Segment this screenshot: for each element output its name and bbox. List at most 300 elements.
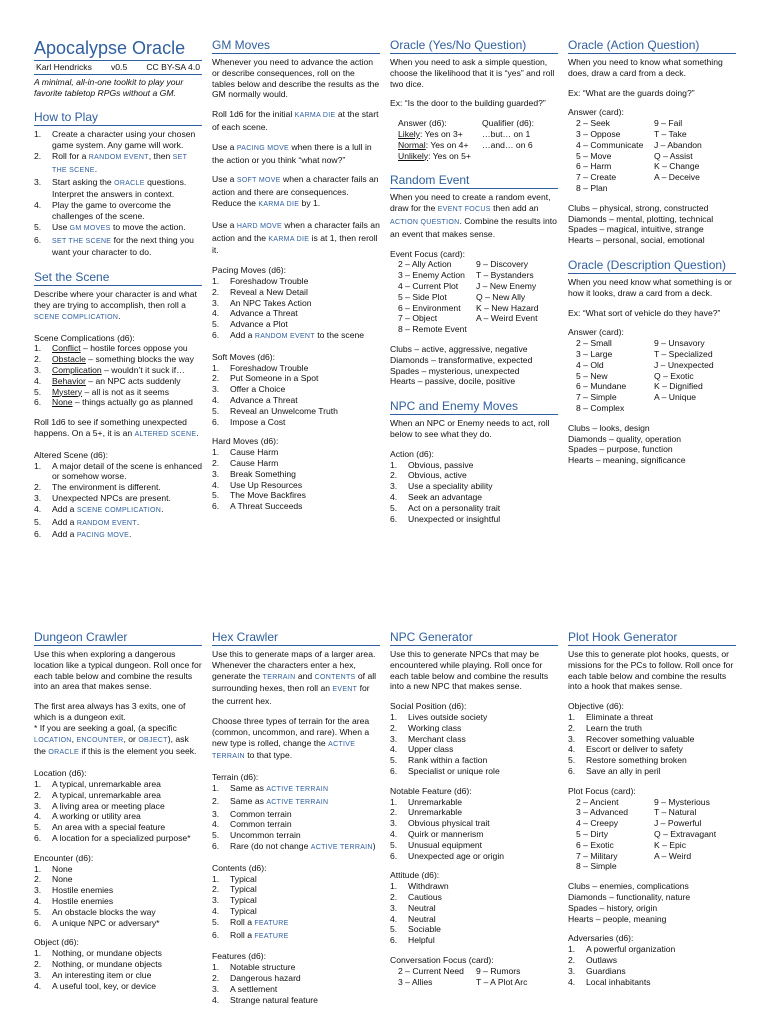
list-item [390,924,558,935]
item-number: 6. [212,840,220,851]
list-item [212,384,380,395]
text-run: Ex: “What sort of vehicle do they have?” [568,307,721,318]
qualifier-row: …but… on 1 [482,128,531,139]
text-run: Hostile enemies [52,885,114,896]
card-row: 3 – Advanced [576,807,629,818]
text-run: Hostile enemies [52,895,114,906]
item-number: 6. [34,832,42,843]
text-run: Roll a [230,929,255,940]
item-number: 2. [212,795,220,806]
list-item [34,482,202,493]
list-item [212,417,380,428]
item-text [230,447,380,458]
text-run: Nothing, or mundane objects [52,948,162,959]
item-text [52,981,202,992]
list-item [34,129,202,151]
card-row: 2 – Seek [576,118,610,129]
card-row: 8 – Remote Event [398,324,467,335]
numbered-list [568,944,736,987]
text-run: Save an ally in peril [586,765,661,776]
text-run: Cause Harm [230,447,279,458]
card-row: J – Unexpected [654,359,714,370]
item-text [230,384,380,395]
text-run: Use a [212,141,237,152]
section-heading: Oracle (Action Question) [568,38,736,54]
item-text [52,790,202,801]
item-number: 3. [568,733,576,744]
list-item [34,200,202,222]
item-number: 1. [568,944,576,955]
section-heading: Hex Crawler [212,630,380,646]
table-label: Social Position (d6): [390,701,467,712]
table-label: Features (d6): [212,951,266,962]
paragraph [212,649,380,707]
item-number: 5. [34,386,42,397]
item-text [586,723,736,734]
suit-line: Hearts – meaning, significance [568,455,686,466]
list-item [34,222,202,235]
card-row: A – Weird Event [476,313,538,324]
list-item [34,397,202,408]
text-run: A typical, unremarkable area [52,789,161,800]
item-number: 2. [34,789,42,800]
item-text [230,308,380,319]
text-run: Likely [398,128,420,139]
card-row: 3 – Enemy Action [398,270,465,281]
table-label: Answer (card): [568,327,624,338]
text-run: Use a [212,174,237,185]
paragraph [34,701,202,759]
numbered-list [212,962,380,1005]
keyword: ACTIVE TERRAIN [266,798,329,806]
text-run: The environment is different. [52,482,161,493]
text-run: – something blocks the way [85,354,194,365]
suit-line: Spades – magical, intuitive, strange [568,224,704,235]
list-item [212,930,380,943]
text-run: – an NPC acts suddenly [85,375,181,386]
numbered-list [212,447,380,512]
list-item [212,874,380,885]
table-label: Altered Scene (d6): [34,449,109,460]
list-item [568,712,736,723]
list-item [34,365,202,376]
list-item [34,790,202,801]
list-item [390,492,558,503]
text-run: Conflict [52,343,81,354]
item-number: 3. [390,818,398,829]
paragraph [390,418,558,440]
list-item [568,744,736,755]
text-run: Use this when exploring a dangerous location like a typical dungeon. Roll once for each table below and combine the results into an area that makes sense. [34,649,202,692]
item-number: 6. [390,935,398,946]
list-item [390,723,558,734]
item-number: 6. [212,501,220,512]
item-text [408,840,558,851]
item-number: 2. [212,457,220,468]
item-text [408,470,558,481]
card-row: K – Change [654,161,700,172]
item-number: 3. [212,808,220,819]
text-run: When you need to ask a simple question, choose the likelihood that it is “yes” and roll two dice. [390,57,555,89]
text-run: Quirk or mannerism [408,828,484,839]
suit-line: Clubs – active, aggressive, negative [390,343,528,354]
list-item [390,914,558,925]
item-text [408,924,558,935]
keyword: SCENE COMPLICATION [76,506,162,514]
text-run: When you need know what something is or how it looks, draw a card from a deck. [568,276,732,298]
doc-title: Apocalypse Oracle [34,38,186,58]
item-number: 4. [34,980,42,991]
text-run: : Yes on 4+ [425,139,469,150]
suit-line: Diamonds – transformative, expected [390,354,533,365]
list-item [212,841,380,854]
text-run: Strange natural feature [230,994,318,1005]
qualifier-column [482,118,558,161]
item-text [230,373,380,384]
text-run: None [52,874,73,885]
item-number: 4. [34,200,42,211]
text-run: Reveal an Unwelcome Truth [230,405,338,416]
text-run: Notable structure [230,962,296,973]
item-text [52,387,202,398]
item-text [408,892,558,903]
section-heading: Oracle (Yes/No Question) [390,38,558,54]
text-run: Unusual equipment [408,839,483,850]
list-item [390,807,558,818]
text-run: Sociable [408,924,441,935]
suit-line: Hearts – passive, docile, positive [390,376,516,387]
keyword: KARMA DIE [258,200,300,208]
section [568,38,736,246]
card-table [568,797,736,873]
card-row: A – Unique [654,392,697,403]
table-label: Objective (d6): [568,701,624,712]
list-item [212,276,380,287]
item-number: 5. [34,221,42,232]
item-number: 4. [212,479,220,490]
text-run: Impose a Cost [230,416,286,427]
text-run: Local inhabitants [586,976,651,987]
card-row: 4 – Creepy [576,818,619,829]
text-run: Foreshadow Trouble [230,362,309,373]
list-item [390,503,558,514]
item-text [408,881,558,892]
item-number: 4. [212,394,220,405]
card-row: J – Abandon [654,139,702,150]
keyword: SOFT MOVE [236,177,281,185]
keyword: FEATURE [254,932,289,940]
paragraph [212,174,380,210]
item-text [230,917,380,930]
item-number: 5. [212,405,220,416]
text-run: Seek an advantage [408,491,483,502]
table-label: Conversation Focus (card): [390,954,494,965]
item-text [586,734,736,745]
text-run: A location for a specialized purpose* [52,832,191,843]
item-text [52,504,202,517]
text-run: Dangerous hazard [230,972,301,983]
list-item [34,970,202,981]
item-number: 1. [34,778,42,789]
item-text [586,744,736,755]
list-item [34,833,202,844]
text-run: Specialist or unique role [408,765,500,776]
card-row: 6 – Mundane [576,381,627,392]
text-run: A living area or meeting place [52,800,165,811]
text-run: Restore something broken [586,755,687,766]
list-item [212,287,380,298]
item-number: 1. [212,362,220,373]
item-text [52,779,202,790]
text-run: Reveal a New Detail [230,286,308,297]
section [34,110,202,258]
list-item [212,917,380,930]
section-heading: How to Play [34,110,202,126]
paragraph [212,716,380,763]
text-run: Guardians [586,965,626,976]
keyword: HARD MOVE [236,222,282,230]
card-row: 3 – Large [576,348,613,359]
card-row: 6 – Environment [398,302,461,313]
item-text [408,818,558,829]
section [212,630,380,1005]
list-item [390,903,558,914]
list-item [212,906,380,917]
text-run: Typical [230,884,257,895]
item-text [52,482,202,493]
item-number: 6. [212,416,220,427]
text-run: Escort or deliver to safety [586,744,683,755]
text-run: Act on a personality trait [408,502,501,513]
item-number: 5. [212,319,220,330]
item-number: 5. [212,916,220,927]
list-item [212,458,380,469]
text-run: Complication [52,364,102,375]
item-number: 2. [212,286,220,297]
item-text [408,766,558,777]
item-text [230,276,380,287]
keyword: SCENE COMPLICATION [34,313,119,321]
item-text [230,995,380,1006]
item-number: 1. [568,711,576,722]
card-row: 5 – Side Plot [398,291,447,302]
text-run: Whenever you need to advance the action or describe consequences, roll on the tables below and describe the results as the GM normally would. [212,57,380,100]
text-run: Play the game to overcome the challenges of the scene. [52,200,171,221]
text-run: – things actually go as planned [72,397,193,408]
paragraph [568,57,736,79]
item-text [408,797,558,808]
numbered-list [390,460,558,525]
keyword: ACTIVE TERRAIN [310,843,373,851]
list-item [34,354,202,365]
text-run: , then [148,150,173,161]
item-number: 2. [34,150,42,161]
item-number: 1. [390,459,398,470]
item-number: 5. [390,839,398,850]
column [390,38,558,536]
table-label: Attitude (d6): [390,870,440,881]
numbered-list [34,461,202,543]
item-text [230,469,380,480]
paragraph [212,57,380,100]
section [34,630,202,991]
text-run: Same as [230,795,267,806]
keyword: ACTIVE TERRAIN [266,785,329,793]
suit-line: Hearts – personal, social, emotional [568,235,705,246]
text-run: An interesting item or clue [52,969,152,980]
suit-line: Diamonds – mental, plotting, technical [568,213,714,224]
item-text [230,406,380,417]
text-run: Neutral [408,913,436,924]
item-text [230,874,380,885]
table-label: Plot Focus (card): [568,785,636,796]
text-run: An area with a special feature [52,822,166,833]
item-text [230,287,380,298]
text-run: Upper class [408,744,454,755]
item-number: 3. [212,297,220,308]
item-text [52,151,202,177]
card-row: 2 – Current Need [398,965,464,976]
keyword: LOCATION [34,736,72,744]
text-run: questions. Interpret the answers in context. [52,176,187,200]
item-number: 1. [212,275,220,286]
text-run: Eliminate a threat [586,711,653,722]
list-item [34,948,202,959]
card-row: J – Powerful [654,818,702,829]
list-item [34,376,202,387]
list-item [390,734,558,745]
item-text [408,935,558,946]
paragraph [212,142,380,166]
paragraph [212,220,380,256]
text-run: Unexpected or insightful [408,513,501,524]
text-run: , or [123,733,139,744]
item-text [586,955,736,966]
keyword: PACING MOVE [76,532,130,540]
text-run: to that type. [244,750,293,761]
table-label: Scene Complications (d6): [34,332,135,343]
item-number: 2. [390,807,398,818]
item-text [52,833,202,844]
card-column-left [568,797,654,873]
item-text [408,851,558,862]
item-number: 1. [212,447,220,458]
item-number: 2. [390,722,398,733]
list-item [212,884,380,895]
item-text [230,395,380,406]
item-text [408,503,558,514]
item-text [52,885,202,896]
item-text [52,222,202,235]
card-row: T – Take [654,128,687,139]
keyword: KARMA DIE [268,235,310,243]
numbered-list [34,864,202,929]
item-text [586,944,736,955]
list-item [212,809,380,820]
text-run: Ex: “What are the guards doing?” [568,87,695,98]
text-run: Normal [398,139,426,150]
text-run: Roll a [230,916,255,927]
item-number: 4. [390,491,398,502]
item-text [230,884,380,895]
section [568,630,736,987]
item-number: 1. [212,782,220,793]
meta-row [34,60,202,75]
card-row: 9 – Rumors [476,965,521,976]
column [34,38,202,554]
paragraph [390,98,558,109]
text-run: Unexpected NPCs are present. [52,492,171,503]
item-text [52,343,202,354]
suit-list [390,344,558,387]
list-item [390,797,558,808]
table-label: Encounter (d6): [34,852,94,863]
section-heading: Plot Hook Generator [568,630,736,646]
text-run: * If you are seeking a goal, (a specific [34,722,177,733]
card-row: 7 – Object [398,313,438,324]
item-number: 1. [390,796,398,807]
text-run: . Combine the results into an event that makes sense. [390,215,557,239]
card-row: 3 – Oppose [576,128,621,139]
item-number: 1. [212,962,220,973]
numbered-list [212,783,380,854]
item-text [230,783,380,796]
list-item [212,469,380,480]
text-run: Helpful [408,935,435,946]
card-column-right [654,338,736,414]
item-text [408,723,558,734]
text-run: Same as [230,782,267,793]
list-item [568,723,736,734]
item-number: 2. [34,482,42,493]
text-run: Obvious, active [408,470,467,481]
text-run: for the next thing you want your character to do. [52,234,194,258]
text-run: Use a speciality ability [408,481,493,492]
item-number: 6. [34,397,42,408]
table-label: Contents (d6): [212,862,267,873]
card-row: 7 – Create [576,172,617,183]
card-row: 2 – Ancient [576,796,619,807]
suit-line: Clubs – physical, strong, constructed [568,202,709,213]
item-number: 1. [212,873,220,884]
item-text [52,896,202,907]
text-run: . [118,310,121,321]
keyword: OBJECT [138,736,168,744]
text-run: The Move Backfires [230,490,306,501]
license: CC BY-SA 4.0 [146,62,200,72]
text-run: Uncommon terrain [230,830,301,841]
item-number: 5. [390,924,398,935]
item-text [230,962,380,973]
list-item [212,490,380,501]
section [390,399,558,524]
text-run: when a character fails an action and there are consequences. Reduce the [212,174,379,208]
answer-row [390,140,482,151]
text-run: A Threat Succeeds [230,501,303,512]
item-number: 2. [390,470,398,481]
card-row: 8 – Complex [576,402,625,413]
author: Karl Hendricks [36,62,92,72]
keyword: ACTION QUESTION [390,218,460,226]
text-run: Advance a Plot [230,319,288,330]
text-run: Choose three types of terrain for the area (common, uncommon, and rare). When a new type is rolled, change the [212,715,370,748]
list-item [212,330,380,343]
item-text [230,480,380,491]
text-run: when there is a lull in the action or you think “what now?” [212,141,372,165]
card-table [568,338,736,414]
list-item [390,514,558,525]
text-run: When you need to know what something does, draw a card from a deck. [568,57,723,78]
